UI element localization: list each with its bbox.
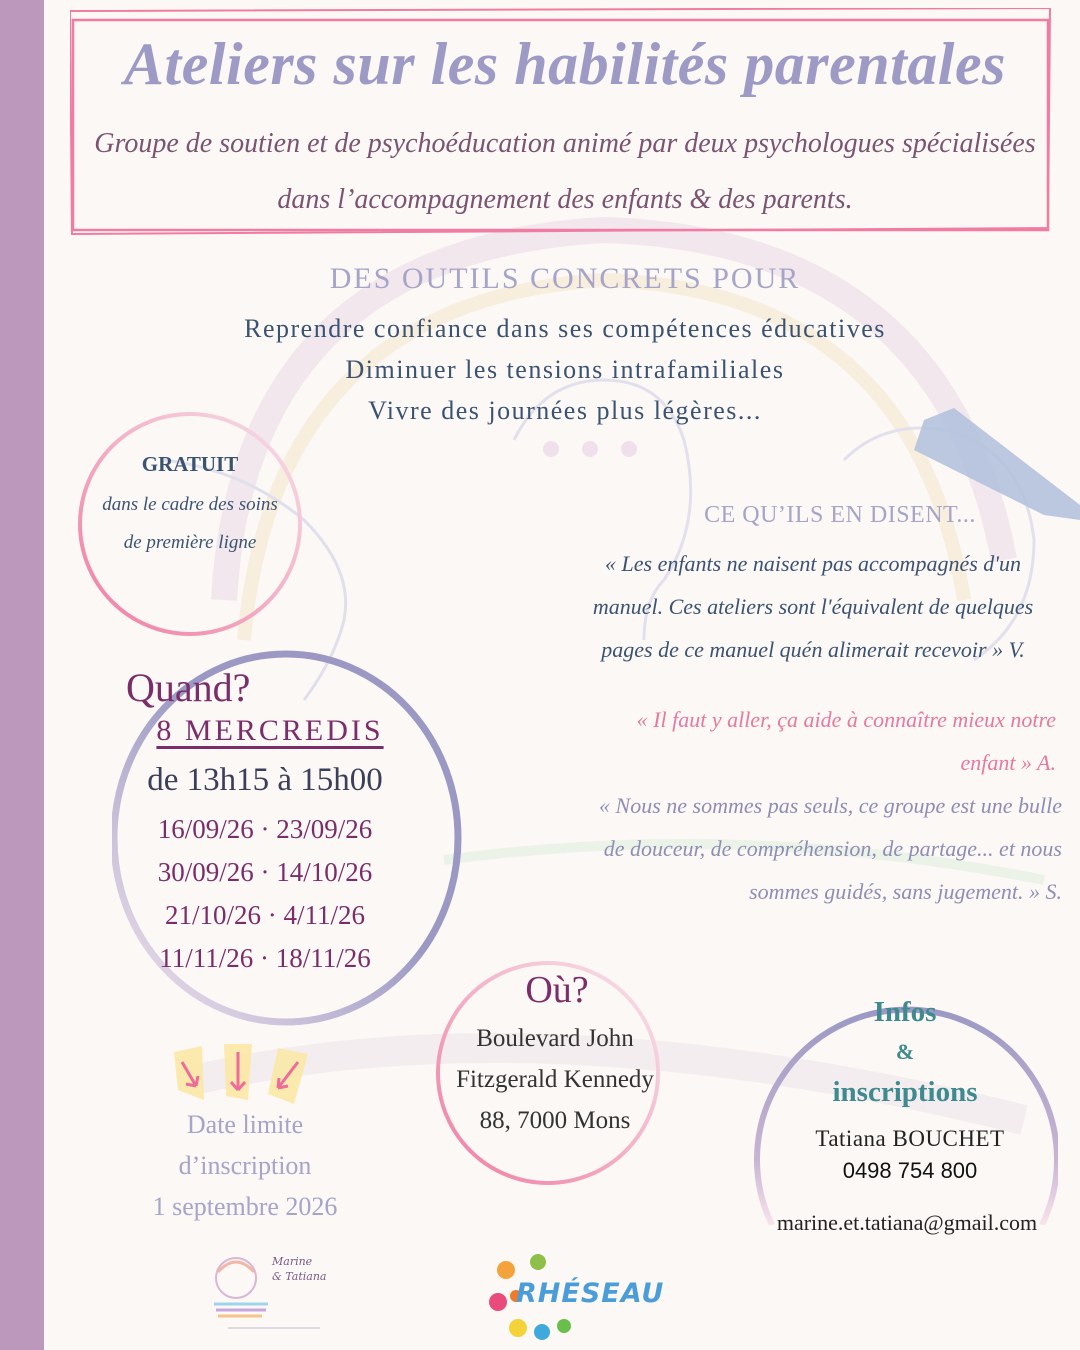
registration-deadline	[120, 1104, 370, 1227]
logo-name-1: Marine	[272, 1255, 313, 1268]
tools-item: Diminuer les tensions intrafamiliales	[345, 355, 785, 384]
date-row: 30/09/26 · 14/10/26	[157, 857, 373, 887]
page-subtitle	[70, 116, 1060, 228]
deadline-line-1: Date limite	[186, 1110, 304, 1139]
subtitle-line-2: dans l’accompagnement des enfants & des parents.	[277, 184, 853, 215]
free-line-2: de première ligne	[123, 532, 257, 553]
info-title	[790, 992, 1020, 1112]
quote-line: sommes guidés, sans jugement. » S.	[749, 879, 1062, 904]
address-line: Fitzgerald Kennedy	[456, 1066, 654, 1093]
testimonial-quote	[580, 542, 1046, 671]
testimonial-quote	[586, 784, 1062, 913]
info-title-ampersand: &	[895, 1039, 915, 1064]
logo-name-2: & Tatiana	[272, 1270, 327, 1283]
marine-tatiana-logo-text	[272, 1254, 332, 1284]
quote-line: enfant » A.	[960, 750, 1056, 775]
free-line-1: dans le cadre des soins	[102, 494, 278, 515]
page-title: Ateliers sur les habilités parentales	[124, 31, 1006, 97]
quote-line: « Il faut y aller, ça aide à connaître mieux notre	[636, 707, 1056, 732]
quote-line: manuel. Ces ateliers sont l'équivalent de quelques	[592, 594, 1034, 619]
testimonials-heading: CE QU’ILS EN DISENT...	[704, 502, 976, 528]
contact-phone: 0498 754 800	[842, 1158, 978, 1183]
contact-name: Tatiana BOUCHET	[815, 1126, 1005, 1151]
when-hours: de 13h15 à 15h00	[147, 762, 383, 798]
quote-line: « Nous ne sommes pas seuls, ce groupe est une bulle	[599, 793, 1062, 818]
quote-line: « Les enfants ne naisent pas accompagnés d'un	[605, 551, 1021, 576]
deadline-line-2: d’inscription	[178, 1151, 312, 1180]
date-row: 11/11/26 · 18/11/26	[159, 943, 371, 973]
when-title: Quand?	[126, 665, 251, 710]
left-decorative-bar	[0, 0, 44, 1350]
info-title-line-1: Infos	[873, 996, 937, 1028]
tools-item: Reprendre confiance dans ses compétences éducatives	[244, 314, 886, 343]
tools-item: Vivre des journées plus légères...	[368, 396, 762, 425]
when-days: 8 MERCREDIS	[156, 714, 384, 747]
testimonial-quote	[590, 698, 1056, 784]
deadline-date: 1 septembre 2026	[152, 1192, 338, 1221]
quote-line: pages de ce manuel quén alimerait recevoir » V.	[601, 637, 1025, 662]
free-badge-text	[80, 486, 300, 562]
where-address	[432, 1018, 678, 1141]
free-badge-title: GRATUIT	[141, 452, 239, 476]
contact-email: marine.et.tatiana@gmail.com	[776, 1210, 1038, 1235]
date-row: 16/09/26 · 23/09/26	[157, 814, 373, 844]
tools-heading: DES OUTILS CONCRETS POUR	[329, 262, 801, 295]
address-line: 88, 7000 Mons	[479, 1107, 631, 1134]
quote-line: de douceur, de compréhension, de partage... et nous	[603, 836, 1062, 861]
rheseau-logo-text: RHÉSEAU	[516, 1278, 665, 1309]
address-line: Boulevard John	[476, 1025, 634, 1052]
info-title-line-2: inscriptions	[832, 1076, 978, 1108]
when-dates	[110, 808, 420, 980]
where-title: Où?	[525, 969, 589, 1011]
subtitle-line-1: Groupe de soutien et de psychoéducation animé par deux psychologues spécialisées	[94, 128, 1036, 159]
date-row: 21/10/26 · 4/11/26	[165, 900, 365, 930]
